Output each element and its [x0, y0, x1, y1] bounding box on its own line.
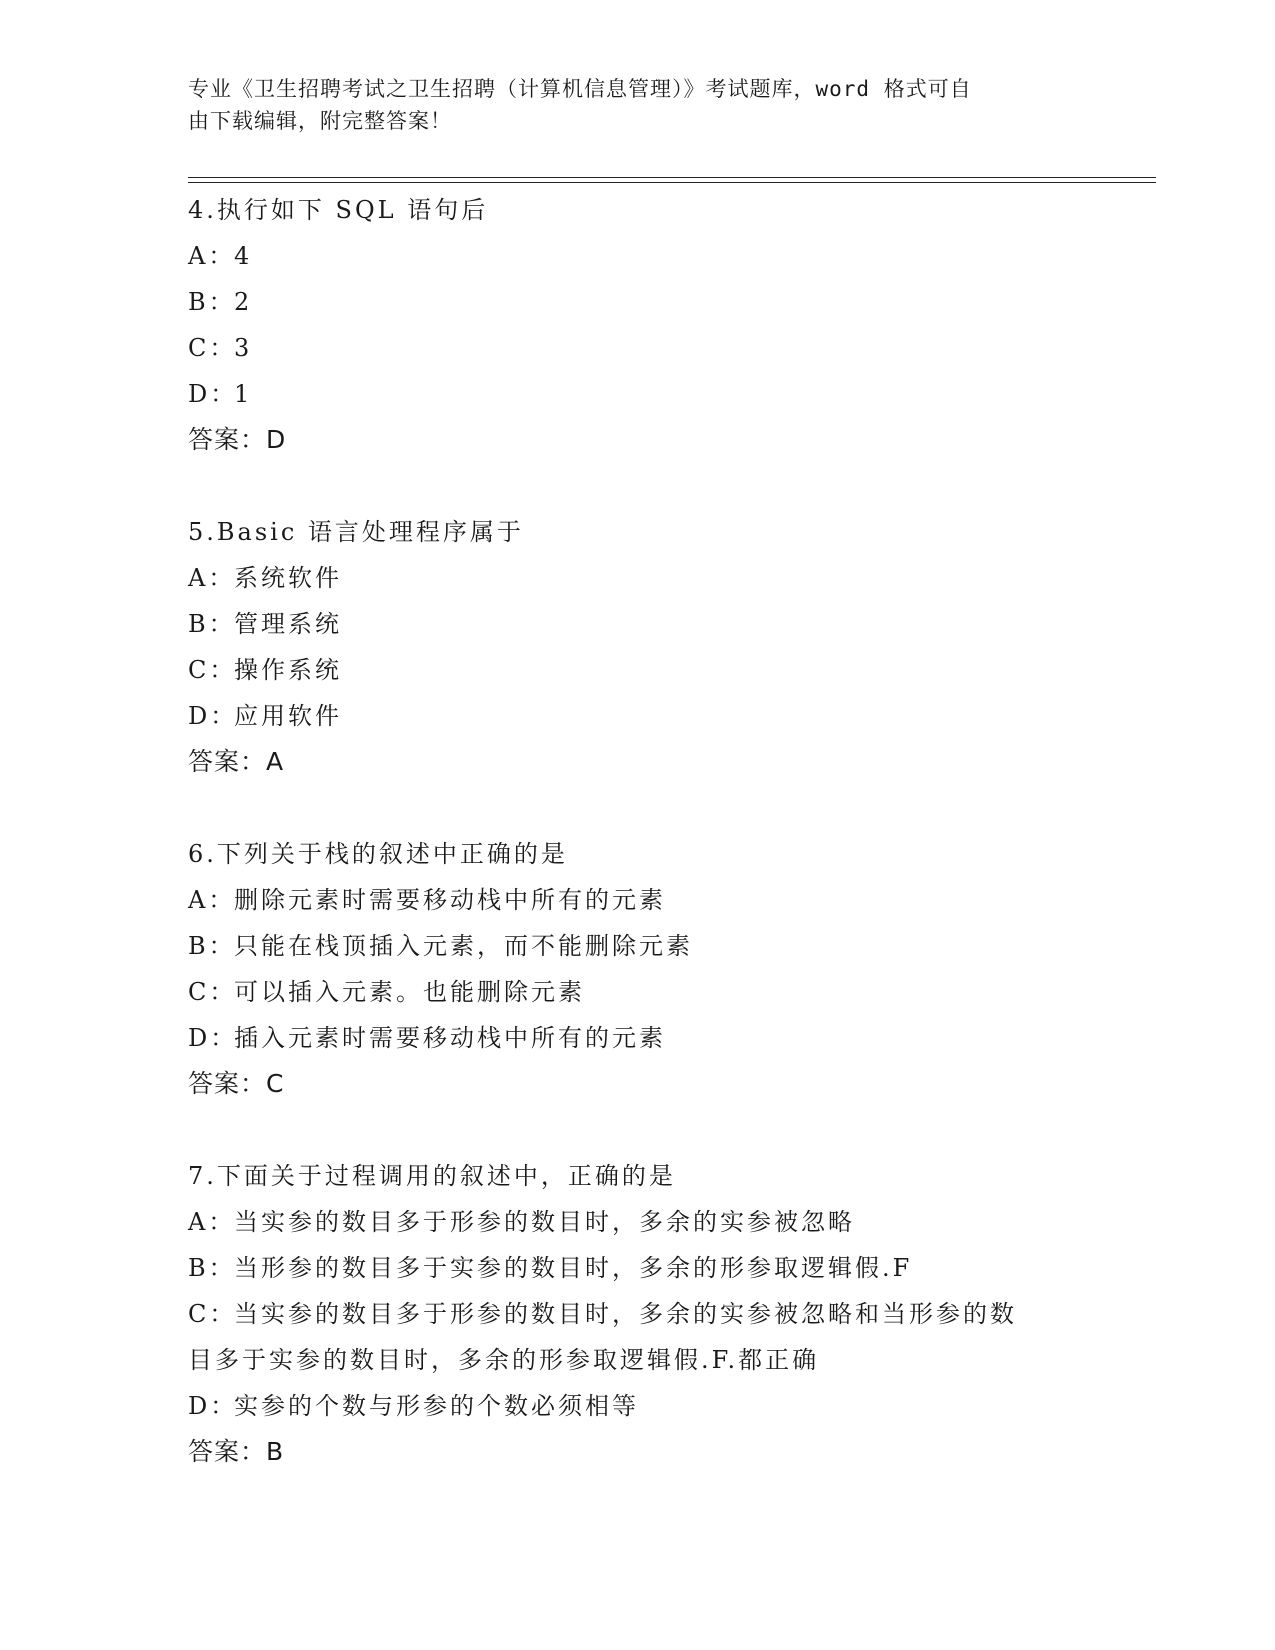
option-key: A：: [188, 886, 236, 914]
option-key: C：: [188, 978, 237, 1006]
option-d: [188, 1383, 1088, 1429]
answer-line: 答案：A: [188, 747, 285, 776]
option-key: D：: [188, 380, 238, 408]
option-a: [188, 877, 1088, 923]
option-c: [188, 969, 1088, 1015]
question-stem: 6.下列关于栈的叙述中正确的是: [188, 840, 568, 868]
option-key: A：: [188, 1208, 236, 1236]
option-text: 当形参的数目多于实参的数目时，多余的形参取逻辑假.F: [234, 1254, 913, 1282]
option-a: [188, 555, 1088, 601]
answer-line: 答案：D: [188, 425, 287, 454]
option-key: A：: [188, 564, 236, 592]
option-c: [188, 1291, 1088, 1337]
question-stem: 7.下面关于过程调用的叙述中，正确的是: [188, 1162, 676, 1190]
option-d: [188, 371, 1088, 417]
header-line-1: 专业《卫生招聘考试之卫生招聘（计算机信息管理）》考试题库，word 格式可自: [188, 77, 972, 101]
answer-line: 答案：B: [188, 1437, 285, 1466]
question-6: [188, 831, 1088, 1107]
option-key: B：: [188, 610, 236, 638]
option-text: 4: [234, 242, 253, 270]
option-key: A：: [188, 242, 236, 270]
header-divider-bottom: [188, 182, 1156, 183]
option-key: B：: [188, 932, 236, 960]
header-divider-top: [188, 177, 1156, 178]
option-c-continuation: 目多于实参的数目时，多余的形参取逻辑假.F.都正确: [188, 1346, 820, 1374]
option-text: 1: [234, 380, 253, 408]
option-c: [188, 325, 1088, 371]
option-text: 插入元素时需要移动栈中所有的元素: [234, 1024, 666, 1052]
option-text: 操作系统: [234, 656, 342, 684]
question-stem: 5.Basic 语言处理程序属于: [188, 518, 524, 546]
option-text: 系统软件: [234, 564, 342, 592]
option-b: [188, 601, 1088, 647]
option-b: [188, 923, 1088, 969]
option-key: D：: [188, 702, 238, 730]
question-stem: 4.执行如下 SQL 语句后: [188, 196, 489, 224]
option-key: B：: [188, 288, 236, 316]
option-text: 应用软件: [234, 702, 342, 730]
option-text: 当实参的数目多于形参的数目时，多余的实参被忽略和当形参的数: [234, 1300, 1017, 1328]
option-text: 只能在栈顶插入元素，而不能删除元素: [234, 932, 693, 960]
option-text: 2: [234, 288, 253, 316]
option-text: 可以插入元素。也能删除元素: [234, 978, 585, 1006]
option-d: [188, 1015, 1088, 1061]
question-4: [188, 187, 1088, 463]
option-text: 当实参的数目多于形参的数目时，多余的实参被忽略: [234, 1208, 855, 1236]
option-text: 实参的个数与形参的个数必须相等: [234, 1392, 639, 1420]
option-a: [188, 1199, 1088, 1245]
option-a: [188, 233, 1088, 279]
question-7: [188, 1153, 1088, 1475]
option-text: 3: [234, 334, 253, 362]
option-b: [188, 279, 1088, 325]
option-key: C：: [188, 656, 237, 684]
option-key: C：: [188, 334, 237, 362]
header-line-2: 由下载编辑，附完整答案！: [188, 109, 452, 133]
option-b: [188, 1245, 1088, 1291]
option-key: D：: [188, 1024, 238, 1052]
option-key: D：: [188, 1392, 238, 1420]
option-key: B：: [188, 1254, 236, 1282]
question-5: [188, 509, 1088, 785]
option-c: [188, 647, 1088, 693]
option-text: 删除元素时需要移动栈中所有的元素: [234, 886, 666, 914]
option-key: C：: [188, 1300, 237, 1328]
answer-line: 答案：C: [188, 1069, 285, 1098]
option-text: 管理系统: [234, 610, 342, 638]
option-d: [188, 693, 1088, 739]
document-header: [188, 73, 1068, 137]
question-list: [188, 187, 1088, 1521]
